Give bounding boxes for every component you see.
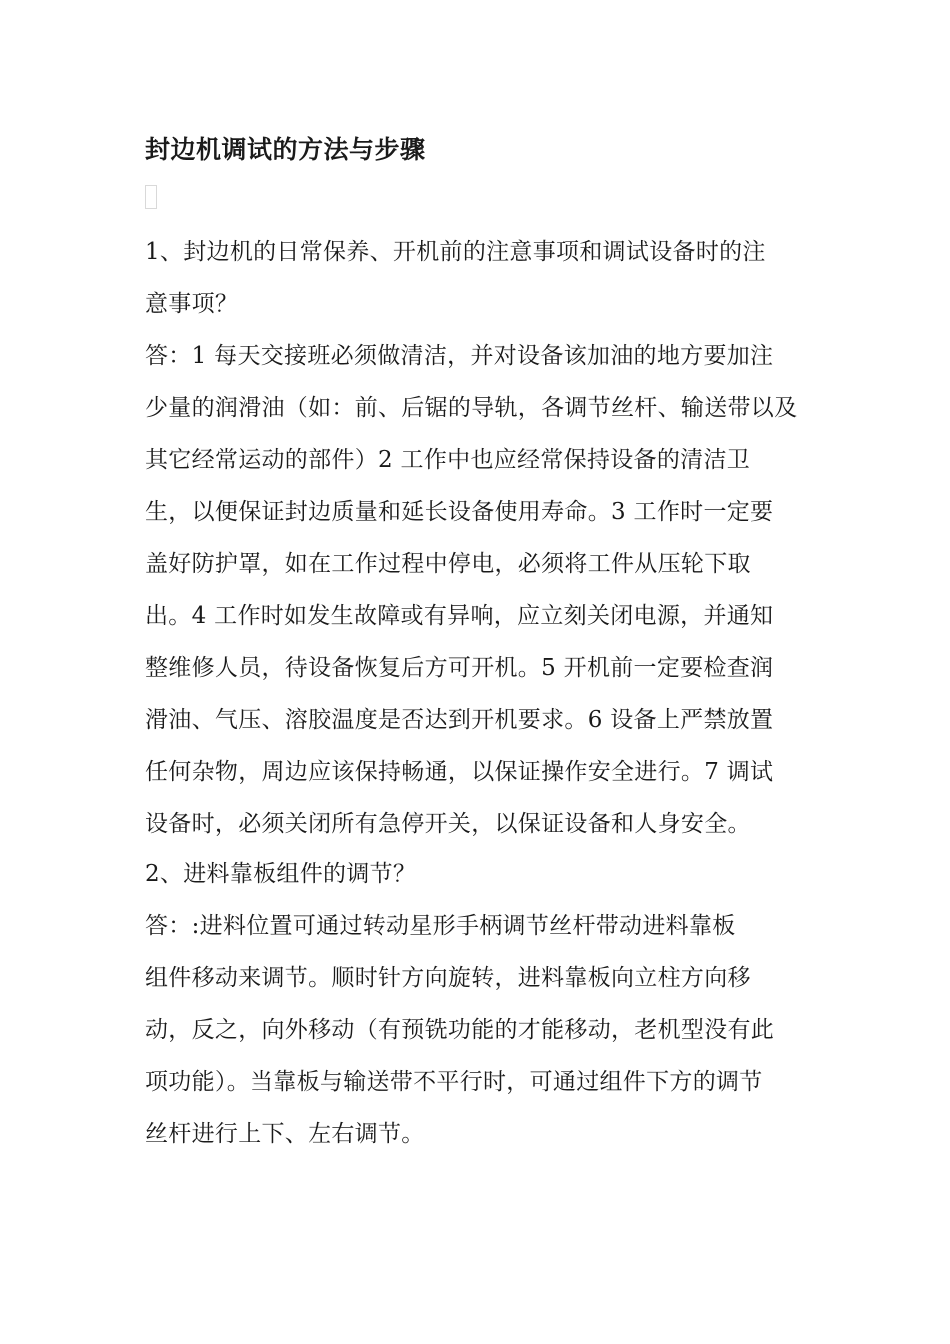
section-2-line: 项功能）。当靠板与输送带不平行时，可通过组件下方的调节 bbox=[145, 1069, 763, 1095]
section-2-line: 2、进料靠板组件的调节？ bbox=[145, 861, 417, 887]
section-1-line: 答：1 每天交接班必须做清洁，并对设备该加油的地方要加注 bbox=[145, 343, 774, 369]
missing-glyph-box bbox=[145, 185, 157, 209]
section-2-line: 组件移动来调节。顺时针方向旋转，进料靠板向立柱方向移 bbox=[145, 965, 751, 991]
section-1 bbox=[145, 226, 810, 850]
section-1-line: 盖好防护罩，如在工作过程中停电，必须将工件从压轮下取 bbox=[145, 551, 751, 577]
section-1-line: 其它经常运动的部件）2 工作中也应经常保持设备的清洁卫 bbox=[145, 447, 751, 473]
section-2-line: 丝杆进行上下、左右调节。 bbox=[145, 1121, 425, 1147]
section-2-line: 答：:进料位置可通过转动星形手柄调节丝杆带动进料靠板 bbox=[145, 913, 736, 939]
section-1-line: 整维修人员，待设备恢复后方可开机。5 开机前一定要检查润 bbox=[145, 655, 774, 681]
section-1-line: 任何杂物，周边应该保持畅通，以保证操作安全进行。7 调试 bbox=[145, 759, 774, 785]
document-title: 封边机调试的方法与步骤 bbox=[145, 135, 426, 164]
section-1-line: 意事项？ bbox=[145, 291, 239, 317]
section-1-line: 设备时，必须关闭所有急停开关，以保证设备和人身安全。 bbox=[145, 811, 751, 837]
section-1-line: 生，以便保证封边质量和延长设备使用寿命。3 工作时一定要 bbox=[145, 499, 774, 525]
section-1-line: 滑油、气压、溶胶温度是否达到开机要求。6 设备上严禁放置 bbox=[145, 707, 774, 733]
section-1-line: 出。4 工作时如发生故障或有异响，应立刻关闭电源，并通知 bbox=[145, 603, 774, 629]
section-2-line: 动，反之，向外移动（有预铣功能的才能移动，老机型没有此 bbox=[145, 1017, 775, 1043]
section-1-line: 1、封边机的日常保养、开机前的注意事项和调试设备时的注 bbox=[145, 239, 766, 265]
section-1-line: 少量的润滑油（如：前、后锯的导轨，各调节丝杆、输送带以及 bbox=[145, 395, 798, 421]
section-2 bbox=[145, 848, 810, 1160]
